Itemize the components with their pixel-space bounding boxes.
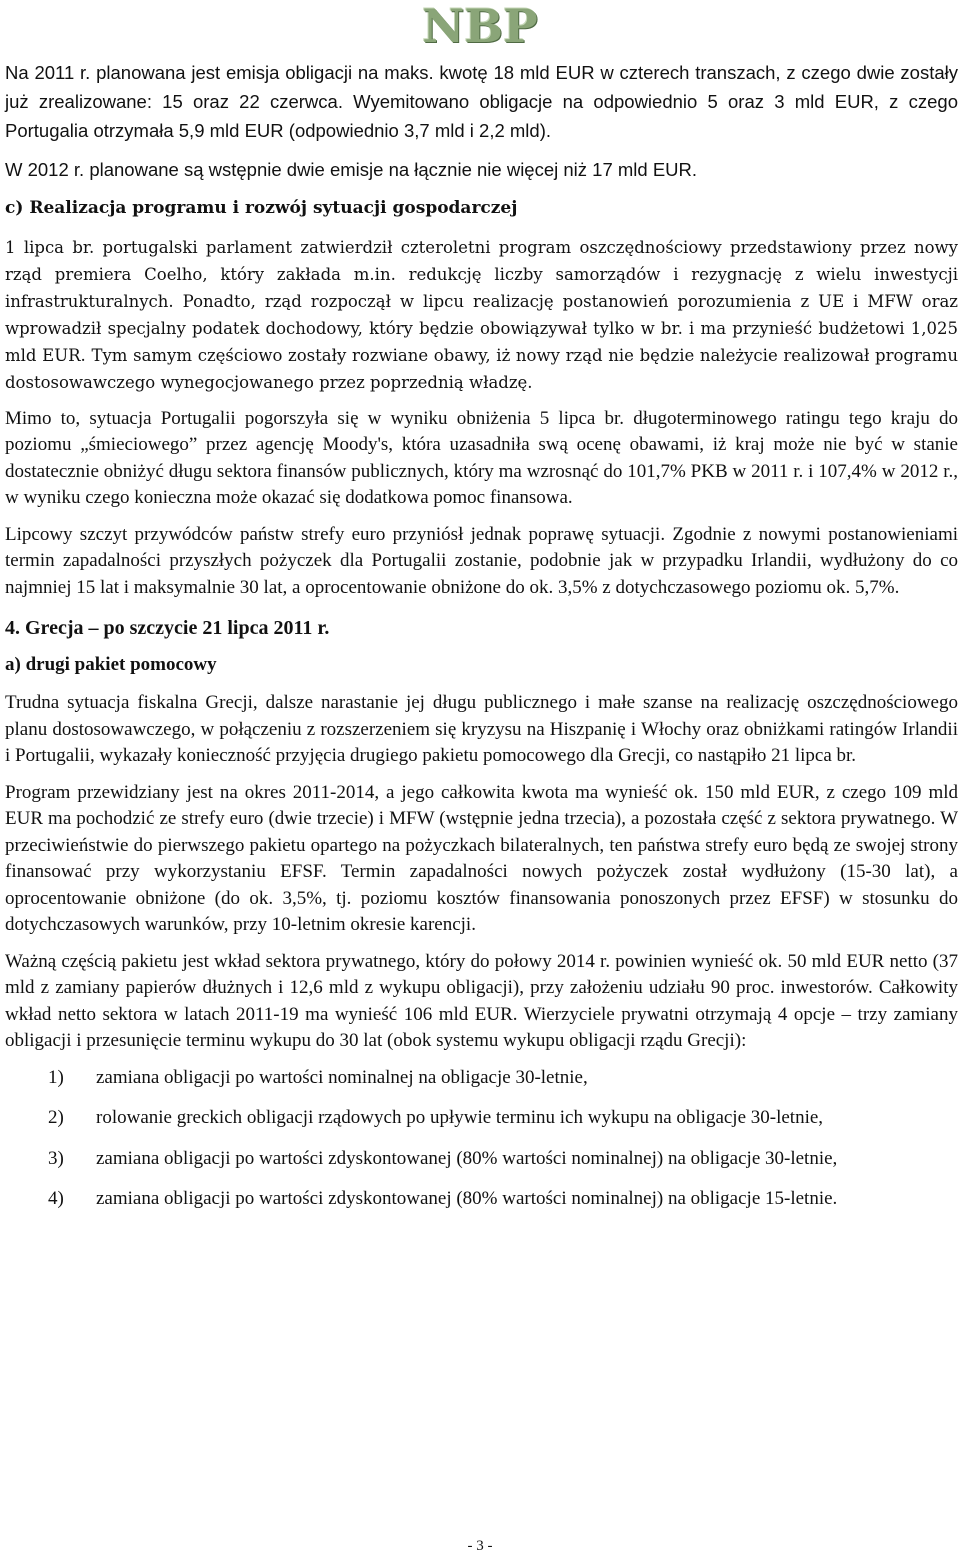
paragraph-greece-situation: Trudna sytuacja fiskalna Grecji, dalsze narastanie jej długu publicznego i małe szanse na realizację oszczędnościowego planu dostosowawczego, w połączeniu z rozszerzeniem się kryzysu na Hiszpanię i Włochy oraz obniżkami ratingów Irlandii i Portugalii, wykazały konieczność przyjęcia drugiego pakietu pomocowego dla Grecji, co nastąpiło 21 lipca br. — [5, 692, 958, 766]
list-item-text: zamiana obligacji po wartości zdyskontowanej (80% wartości nominalnej) na obligacje 15-letnie. — [96, 1188, 838, 1209]
section-heading-c: c) Realizacja programu i rozwój sytuacji gospodarczej — [5, 198, 518, 218]
paragraph-bond-issuance-2011: Na 2011 r. planowana jest emisja obligacji na maks. kwotę 18 mld EUR w czterech transzach, z czego dwie zostały już zrealizowane: 15 oraz 22 czerwca. Wyemitowano obligacje na odpowiednio 5 oraz 3 mld EUR, z czego Portugalia otrzymała 5,9 mld EUR (odpowiednio 3,7 mld i 2,2 mld). — [5, 62, 958, 141]
paragraph-program-amount: Program przewidziany jest na okres 2011-2014, a jego całkowita kwota ma wynieść ok. 150 mld EUR, z czego 109 mld EUR ma pochodzić ze strefy euro (dwie trzecie) i MFW (wstępnie jedna trzecia), a pozostała część z sektora prywatnego. W przeciwieństwie do pierwszego pakietu opartego na pożyczkach bilateralnych, ten państwa strefy euro będą ze swojej strony finansować przy wykorzystaniu EFSF. Termin zapadalności nowych pożyczek został wydłużony (15-30 lat), a oprocentowanie obniżone (do ok. 3,5%, tj. poziomu kosztów finansowania ponoszonych przez EFSF) w stosunku do dotychczasowych warunków, przy 10-letnim okresie karencji. — [5, 781, 958, 935]
paragraph-bond-issuance-2012: W 2012 r. planowane są wstępnie dwie emisje na łącznie nie więcej niż 17 mld EUR. — [5, 159, 698, 180]
list-item-number: 1) — [48, 1066, 64, 1088]
list-item-number: 2) — [48, 1107, 64, 1128]
page-number: - 3 - — [467, 1538, 493, 1554]
paragraph-portugal-program: 1 lipca br. portugalski parlament zatwierdził czteroletni program oszczędnościowy przedstawiony przez nowy rząd premiera Coelho, który zakłada m.in. redukcję liczby samorządów i rezygnację z wielu inwestycji infrastrukturalnych. Ponadto, rząd rozpoczął w lipcu realizację postanowień porozumienia z UE i MFW oraz wprowadził specjalny podatek dochodowy, który będzie obowiązywał tylko w br. i ma przynieść budżetowi 1,025 mld EUR. Tym samym częściowo zostały rozwiane obawy, iż nowy rząd nie będzie należycie realizował programu dostosowawczego wynegocjowanego przez poprzednią władzę. — [5, 237, 958, 392]
list-item-number: 3) — [48, 1147, 64, 1169]
list-item-number: 4) — [48, 1188, 64, 1209]
list-item — [5, 1105, 958, 1132]
subsection-heading-second-package: a) drugi pakiet pomocowy — [5, 653, 217, 675]
options-list — [5, 1065, 958, 1213]
list-item-text: zamiana obligacji po wartości zdyskontowanej (80% wartości nominalnej) na obligacje 30-letnie, — [96, 1147, 838, 1169]
section-heading-greece: 4. Grecja – po szczycie 21 lipca 2011 r. — [5, 617, 330, 639]
paragraph-july-summit: Lipcowy szczyt przywódców państw strefy euro przyniósł jednak poprawę sytuacji. Zgodnie z nowymi postanowieniami termin zapadalności przyszłych pożyczek dla Portugalii zostanie, podobnie jak w przypadku Irlandii, wydłużony do co najmniej 15 lat i maksymalnie 30 lat, a oprocentowanie obniżone do ok. 3,5% z dotychczasowego poziomu ok. 5,7%. — [5, 523, 958, 598]
list-item — [5, 1186, 958, 1213]
list-item — [5, 1065, 958, 1092]
document-body — [5, 58, 958, 1227]
paragraph-private-sector: Ważną częścią pakietu jest wkład sektora prywatnego, który do połowy 2014 r. powinien wynieść ok. 50 mld EUR netto (37 mld z zamiany papierów dłużnych i 12,6 mld z wykupu obligacji), przy założeniu udziału 90 proc. inwestorów. Całkowity wkład netto sektora w latach 2011-19 ma wynieść 106 mld EUR. Wierzyciele prywatni otrzymają 4 opcje – trzy zamiany obligacji i przesunięcie terminu wykupu do 30 lat (obok systemu wykupu obligacji rządu Grecji): — [5, 950, 958, 1051]
paragraph-moodys-downgrade: Mimo to, sytuacja Portugalii pogorszyła się w wyniku obniżenia 5 lipca br. długoterminowego ratingu tego kraju do poziomu „śmieciowego” przez agencję Moody's, która uzasadniła swą ocenę obawami, iż kraj może nie być w stanie dostatecznie obniżyć długu sektora finansów publicznych, który ma wzrosnąć do 101,7% PKB w 2011 r. i 107,4% w 2012 r., w wyniku czego konieczna może okazać się dodatkowa pomoc finansowa. — [5, 407, 958, 508]
list-item-text: zamiana obligacji po wartości nominalnej na obligacje 30-letnie, — [96, 1066, 588, 1088]
nbp-logo: NBP — [422, 0, 538, 53]
list-item — [5, 1146, 958, 1173]
list-item-text: rolowanie greckich obligacji rządowych po upływie terminu ich wykupu na obligacje 30-letnie, — [96, 1107, 824, 1128]
